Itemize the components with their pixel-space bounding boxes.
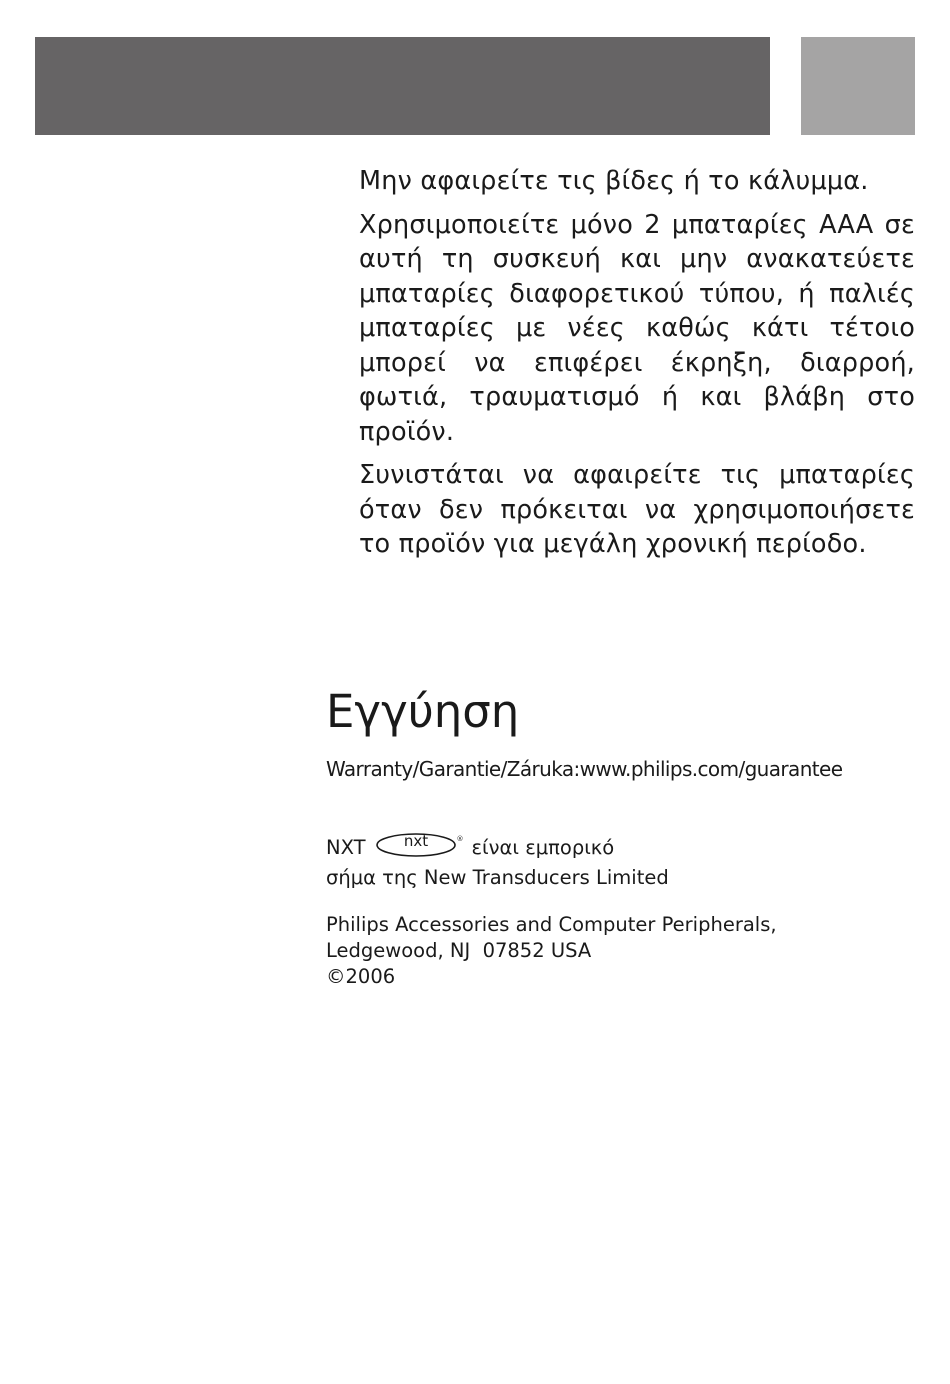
instruction-paragraph-batteries: Χρησιμοποιείτε μόνο 2 μπαταρίες AAA σε αυτή τη συσκευή και μην ανακατεύετε μπαταρίες διαφορετικού τύπου, ή παλιές μπαταρίες με νέες καθώς κάτι τέτοιο μπορεί να επιφέρει έκρηξη, διαρροή, φωτιά, τραυματισμό ή και βλάβη στο προϊόν. bbox=[359, 209, 915, 447]
trademark-line1-suffix: είναι εμπορικό bbox=[471, 836, 615, 859]
nxt-logo-icon bbox=[374, 832, 466, 865]
address-line1: Philips Accessories and Computer Peripherals, bbox=[326, 913, 777, 936]
registered-mark: ® bbox=[456, 835, 464, 843]
trademark-line2: σήμα της New Transducers Limited bbox=[326, 866, 669, 889]
header-bar-dark bbox=[35, 37, 770, 135]
warranty-section bbox=[326, 684, 926, 740]
warranty-title: Εγγύηση bbox=[326, 685, 520, 738]
header-bar-light bbox=[801, 37, 915, 135]
copyright: ©2006 bbox=[326, 965, 396, 988]
trademark-prefix: NXT bbox=[326, 836, 366, 859]
nxt-logo-text: nxt bbox=[403, 832, 428, 850]
company-address bbox=[326, 912, 777, 990]
warranty-link-line: Warranty/Garantie/Záruka:www.philips.com/guarantee bbox=[326, 757, 843, 781]
address-line2: Ledgewood, NJ 07852 USA bbox=[326, 939, 592, 962]
instruction-paragraph-screws: Μην αφαιρείτε τις βίδες ή το κάλυμμα. bbox=[359, 166, 869, 196]
trademark-notice bbox=[326, 832, 669, 891]
instruction-paragraph-removal: Συνιστάται να αφαιρείτε τις μπαταρίες όταν δεν πρόκειται να χρησιμοποιήσετε το προϊόν για μεγάλη χρονική περίοδο. bbox=[359, 460, 915, 559]
battery-instructions bbox=[359, 164, 915, 571]
